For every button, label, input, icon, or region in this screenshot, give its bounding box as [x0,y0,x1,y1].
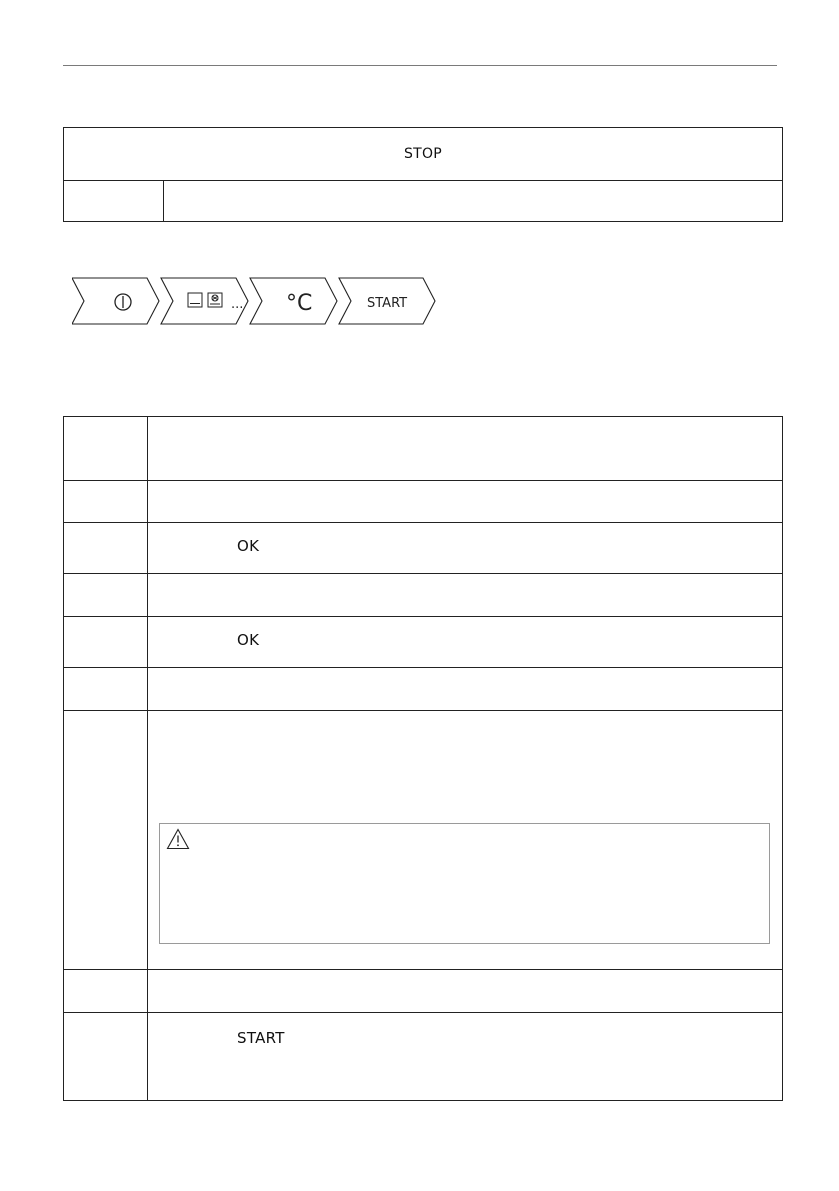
step-text [148,523,783,574]
stop-table [63,127,783,222]
step-number [64,574,148,617]
warning-icon [166,828,190,850]
step-number [64,1013,148,1101]
start-button-label: START [237,1029,285,1047]
step-number [64,417,148,481]
operation-sequence [72,277,440,327]
step-text [148,574,783,617]
stop-header: STOP [64,128,783,181]
step-text [148,617,783,668]
table-row [64,668,783,711]
table-row [64,711,783,970]
stop-row-number [64,181,164,222]
step-number [64,668,148,711]
step-text [148,1013,783,1101]
table-row [64,417,783,481]
step-text [148,481,783,523]
table-row [64,1013,783,1101]
table-row [64,574,783,617]
step-text [148,417,783,481]
table-row [64,523,783,574]
step-number [64,523,148,574]
stop-row-text [164,181,783,222]
header-rule [63,65,777,66]
table-row [64,481,783,523]
table-row [64,970,783,1013]
step-text [148,668,783,711]
ok-button-label: OK [237,537,260,555]
table-row [64,617,783,668]
temperature-icon: °C [286,291,313,316]
step-text [148,711,783,970]
step-number [64,970,148,1013]
step-number [64,481,148,523]
step-number [64,617,148,668]
warning-box [159,823,770,944]
ok-button-label: OK [237,631,260,649]
step-number [64,711,148,970]
step-text [148,970,783,1013]
steps-table [63,416,783,1101]
function-ellipsis: ... [231,297,244,312]
sequence-start-label: START [367,296,408,311]
